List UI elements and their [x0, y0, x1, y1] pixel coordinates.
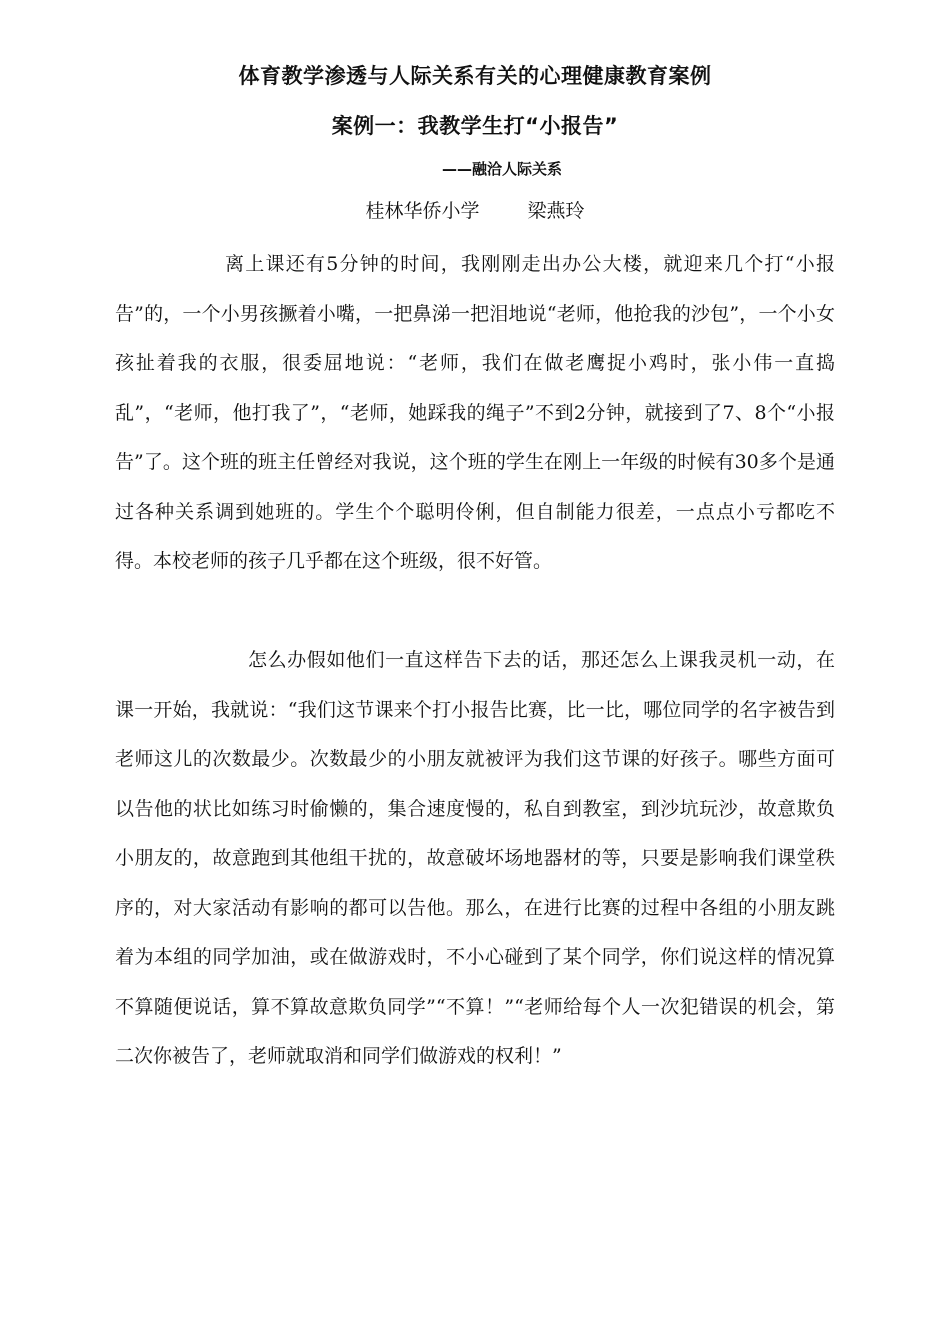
author-name: 梁燕玲	[527, 200, 585, 222]
author-line	[0, 196, 950, 223]
paragraph-1: 离上课还有5分钟的时间，我刚刚走出办公大楼，就迎来几个打“小报告”的，一个小男孩撅着小嘴，一把鼻涕一把泪地说“老师，他抢我的沙包”，一个小女孩扯着我的衣服，很委屈地说：“老师，我们在做老鹰捉小鸡时，张小伟一直捣乱”，“老师，他打我了”，“老师，她踩我的绳子”不到2分钟，就接到了7、8个“小报告”了。这个班的班主任曾经对我说，这个班的学生在刚上一年级的时候有30多个是通过各种关系调到她班的。学生个个聪明伶俐，但自制能力很差，一点点小亏都吃不得。本校老师的孩子几乎都在这个班级，很不好管。	[115, 253, 835, 572]
case-title: 案例一：我教学生打“小报告”	[331, 114, 619, 138]
case-subtitle: ——融洽人际关系	[442, 160, 563, 178]
school-name: 桂林华侨小学	[365, 200, 480, 222]
document-title: 体育教学渗透与人际关系有关的心理健康教育案例	[238, 64, 712, 88]
paragraph-2: 怎么办假如他们一直这样告下去的话，那还怎么上课我灵机一动，在课一开始，我就说：“我们这节课来个打小报告比赛，比一比，哪位同学的名字被告到老师这儿的次数最少。次数最少的小朋友就被评为我们这节课的好孩子。哪些方面可以告他的状比如练习时偷懒的，集合速度慢的，私自到教室，到沙坑玩沙，故意欺负小朋友的，故意跑到其他组干扰的，故意破坏场地器材的等，只要是影响我们课堂秩序的，对大家活动有影响的都可以告他。那么，在进行比赛的过程中各组的小朋友跳着为本组的同学加油，或在做游戏时，不小心碰到了某个同学，你们说这样的情况算不算随便说话，算不算故意欺负同学”“不算！”“老师给每个人一次犯错误的机会，第二次你被告了，老师就取消和同学们做游戏的权利！”	[115, 649, 835, 1067]
